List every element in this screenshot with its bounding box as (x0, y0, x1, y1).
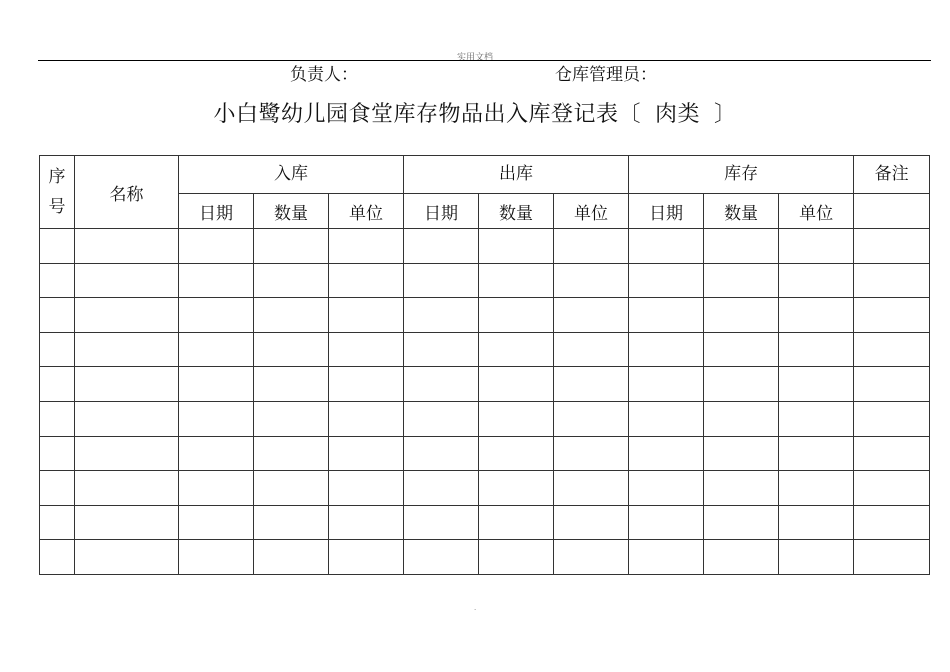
out-unit-cell[interactable] (554, 436, 629, 471)
in-qty-cell[interactable] (254, 298, 329, 333)
table-row (40, 367, 930, 402)
remark-cell[interactable] (854, 298, 930, 333)
out-date-cell[interactable] (404, 298, 479, 333)
out-qty-cell[interactable] (479, 229, 554, 264)
stock-date-cell[interactable] (629, 298, 704, 333)
warehouse-manager-label: 仓库管理员： (555, 65, 657, 85)
out-qty-cell[interactable] (479, 436, 554, 471)
out-qty-cell[interactable] (479, 540, 554, 575)
out-unit-cell[interactable] (554, 298, 629, 333)
stock-date-cell[interactable] (629, 367, 704, 402)
remark-cell[interactable] (854, 367, 930, 402)
in-unit-cell[interactable] (329, 505, 404, 540)
in-date-cell[interactable] (179, 298, 254, 333)
out-unit-cell[interactable] (554, 540, 629, 575)
out-date-cell[interactable] (404, 263, 479, 298)
stock-unit-cell[interactable] (779, 436, 854, 471)
ledger-table (39, 155, 930, 575)
stock-qty-cell[interactable] (704, 505, 779, 540)
table-row (40, 263, 930, 298)
title-main: 小白鹭幼儿园食堂库存物品出入库登记表〔 (213, 102, 641, 127)
in-unit-cell[interactable] (329, 298, 404, 333)
out-date-cell[interactable] (404, 332, 479, 367)
seq-cell[interactable] (40, 263, 75, 298)
out-qty-cell[interactable] (479, 401, 554, 436)
out-date-cell[interactable] (404, 229, 479, 264)
in-date-cell[interactable] (179, 401, 254, 436)
stock-unit-cell[interactable] (779, 332, 854, 367)
stock-qty-cell[interactable] (704, 367, 779, 402)
stock-qty-header: 数量 (704, 194, 779, 229)
remark-cell[interactable] (854, 436, 930, 471)
name-cell[interactable] (75, 540, 179, 575)
out-unit-cell[interactable] (554, 401, 629, 436)
in-qty-cell[interactable] (254, 367, 329, 402)
in-unit-cell[interactable] (329, 229, 404, 264)
name-cell[interactable] (75, 471, 179, 506)
name-cell[interactable] (75, 401, 179, 436)
table-row (40, 436, 930, 471)
name-cell[interactable] (75, 505, 179, 540)
name-cell[interactable] (75, 298, 179, 333)
out-unit-cell[interactable] (554, 367, 629, 402)
table-row (40, 298, 930, 333)
in-qty-cell[interactable] (254, 540, 329, 575)
responsible-person-label: 负责人： (290, 65, 358, 85)
stock-unit-cell[interactable] (779, 540, 854, 575)
stock-qty-cell[interactable] (704, 229, 779, 264)
seq-cell[interactable] (40, 332, 75, 367)
stock-qty-cell[interactable] (704, 298, 779, 333)
remark-subheader-blank (854, 194, 930, 229)
remark-header: 备注 (854, 156, 930, 194)
header-rule (38, 60, 931, 61)
stock-date-cell[interactable] (629, 401, 704, 436)
out-date-header: 日期 (404, 194, 479, 229)
name-cell[interactable] (75, 229, 179, 264)
in-unit-cell[interactable] (329, 436, 404, 471)
out-date-cell[interactable] (404, 436, 479, 471)
name-cell[interactable] (75, 332, 179, 367)
remark-cell[interactable] (854, 540, 930, 575)
in-unit-cell[interactable] (329, 263, 404, 298)
stock-unit-cell[interactable] (779, 263, 854, 298)
table-row (40, 505, 930, 540)
in-unit-cell[interactable] (329, 540, 404, 575)
in-date-header: 日期 (179, 194, 254, 229)
in-unit-cell[interactable] (329, 471, 404, 506)
table-row (40, 471, 930, 506)
in-date-cell[interactable] (179, 263, 254, 298)
out-qty-cell[interactable] (479, 332, 554, 367)
remark-cell[interactable] (854, 332, 930, 367)
remark-cell[interactable] (854, 229, 930, 264)
seq-cell[interactable] (40, 436, 75, 471)
in-date-cell[interactable] (179, 505, 254, 540)
out-date-cell[interactable] (404, 367, 479, 402)
stock-unit-cell[interactable] (779, 367, 854, 402)
out-unit-cell[interactable] (554, 332, 629, 367)
out-unit-cell[interactable] (554, 471, 629, 506)
stock-date-cell[interactable] (629, 263, 704, 298)
table-row (40, 229, 930, 264)
in-qty-cell[interactable] (254, 229, 329, 264)
stock-unit-cell[interactable] (779, 471, 854, 506)
title-close: 〕 (714, 102, 737, 127)
group-header-stock: 库存 (629, 156, 854, 194)
stock-date-cell[interactable] (629, 505, 704, 540)
stock-unit-cell[interactable] (779, 298, 854, 333)
in-qty-header: 数量 (254, 194, 329, 229)
seq-cell[interactable] (40, 298, 75, 333)
stock-unit-cell[interactable] (779, 401, 854, 436)
stock-date-cell[interactable] (629, 540, 704, 575)
name-cell[interactable] (75, 367, 179, 402)
out-qty-header: 数量 (479, 194, 554, 229)
header-row-groups (40, 156, 930, 194)
stock-qty-cell[interactable] (704, 436, 779, 471)
header-doc-label: 实用文档 (456, 53, 493, 63)
name-cell[interactable] (75, 263, 179, 298)
seq-header-line1: 序 (48, 167, 66, 187)
out-qty-cell[interactable] (479, 367, 554, 402)
in-qty-cell[interactable] (254, 436, 329, 471)
stock-unit-cell[interactable] (779, 229, 854, 264)
seq-cell[interactable] (40, 471, 75, 506)
footer-mark: . (474, 604, 477, 612)
in-date-cell[interactable] (179, 367, 254, 402)
out-date-cell[interactable] (404, 471, 479, 506)
stock-date-cell[interactable] (629, 471, 704, 506)
in-qty-cell[interactable] (254, 332, 329, 367)
stock-unit-header: 单位 (779, 194, 854, 229)
stock-qty-cell[interactable] (704, 471, 779, 506)
stock-qty-cell[interactable] (704, 540, 779, 575)
seq-cell[interactable] (40, 401, 75, 436)
stock-qty-cell[interactable] (704, 332, 779, 367)
name-header: 名称 (75, 156, 179, 229)
title-category: 肉类 (654, 102, 700, 127)
out-date-cell[interactable] (404, 401, 479, 436)
in-date-cell[interactable] (179, 471, 254, 506)
seq-cell[interactable] (40, 505, 75, 540)
remark-cell[interactable] (854, 471, 930, 506)
stock-date-cell[interactable] (629, 229, 704, 264)
page-title (0, 97, 950, 128)
group-header-out: 出库 (404, 156, 629, 194)
out-date-cell[interactable] (404, 540, 479, 575)
in-unit-header: 单位 (329, 194, 404, 229)
remark-cell[interactable] (854, 263, 930, 298)
table-row (40, 401, 930, 436)
table-row (40, 540, 930, 575)
out-unit-cell[interactable] (554, 505, 629, 540)
remark-cell[interactable] (854, 401, 930, 436)
in-date-cell[interactable] (179, 436, 254, 471)
out-unit-header: 单位 (554, 194, 629, 229)
seq-header-line2: 号 (48, 197, 66, 217)
in-qty-cell[interactable] (254, 263, 329, 298)
out-qty-cell[interactable] (479, 505, 554, 540)
in-date-cell[interactable] (179, 229, 254, 264)
out-date-cell[interactable] (404, 505, 479, 540)
name-cell[interactable] (75, 436, 179, 471)
out-qty-cell[interactable] (479, 298, 554, 333)
in-unit-cell[interactable] (329, 332, 404, 367)
stock-date-cell[interactable] (629, 436, 704, 471)
stock-qty-cell[interactable] (704, 401, 779, 436)
in-qty-cell[interactable] (254, 505, 329, 540)
in-date-cell[interactable] (179, 540, 254, 575)
stock-qty-cell[interactable] (704, 263, 779, 298)
stock-date-cell[interactable] (629, 332, 704, 367)
group-header-in: 入库 (179, 156, 404, 194)
table-row (40, 332, 930, 367)
out-qty-cell[interactable] (479, 471, 554, 506)
seq-header (40, 156, 75, 229)
seq-cell[interactable] (40, 229, 75, 264)
out-unit-cell[interactable] (554, 229, 629, 264)
in-unit-cell[interactable] (329, 367, 404, 402)
in-qty-cell[interactable] (254, 471, 329, 506)
in-date-cell[interactable] (179, 332, 254, 367)
out-qty-cell[interactable] (479, 263, 554, 298)
seq-cell[interactable] (40, 540, 75, 575)
in-unit-cell[interactable] (329, 401, 404, 436)
out-unit-cell[interactable] (554, 263, 629, 298)
in-qty-cell[interactable] (254, 401, 329, 436)
stock-unit-cell[interactable] (779, 505, 854, 540)
stock-date-header: 日期 (629, 194, 704, 229)
remark-cell[interactable] (854, 505, 930, 540)
seq-cell[interactable] (40, 367, 75, 402)
